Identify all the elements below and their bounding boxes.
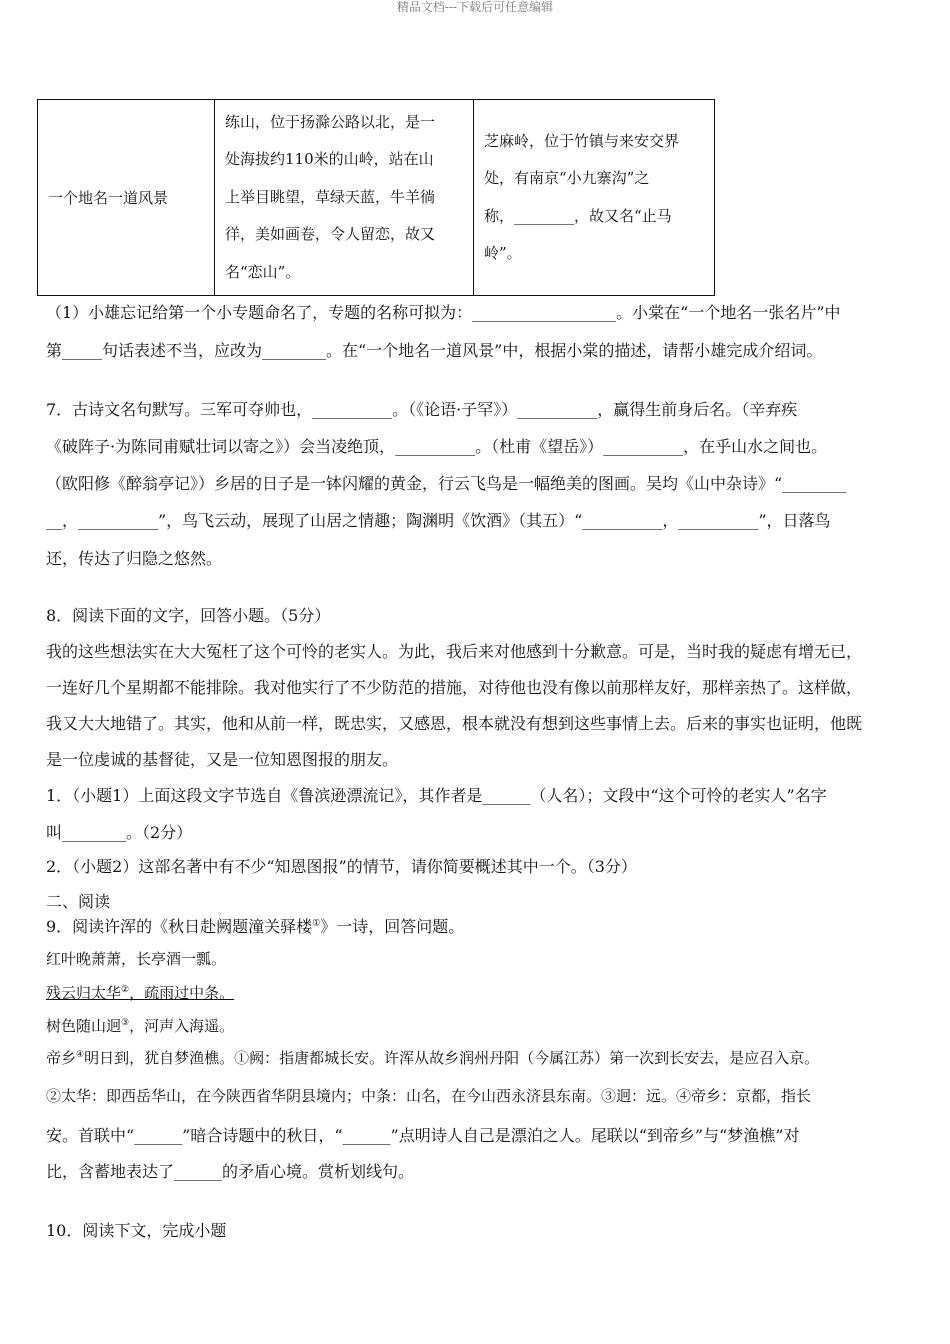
section-heading: 二、阅读 <box>46 892 111 911</box>
notes-line: ②太华：即西岳华山，在今陕西省华阴县境内；中条：山名，在今山西永济县东南。③迥：远。④帝乡：京都，指长 <box>46 1087 812 1105</box>
zhimaling-cell <box>474 100 715 296</box>
q9-intro: 9．阅读许浑的《秋日赴阙题潼关驿楼①》一诗，回答问题。 <box>46 917 465 936</box>
table-text-line: 练山，位于扬滁公路以北，是一 <box>225 112 436 131</box>
q6-line: （1）小雄忘记给第一个小专题命名了，专题的名称可拟为：__________________。小棠在“一个地名一张名片”中 <box>46 303 841 322</box>
q7-line: __，__________”，鸟飞云动，展现了山居之情趣；陶渊明《饮酒》（其五）“__________，__________”，日落鸟 <box>46 511 831 530</box>
q8-sub2: 2．（小题2）这部名著中有不少“知恩图报”的情节，请你简要概述其中一个。（3分） <box>46 857 637 876</box>
q8-passage-line: 是一位虔诚的基督徒，又是一位知恩图报的朋友。 <box>46 750 399 769</box>
poem-line: 红叶晚萧萧，长亭酒一瓢。 <box>46 950 227 968</box>
place-name-table <box>37 99 715 296</box>
q8-sub1-line: 1．（小题1）上面这段文字节选自《鲁滨逊漂流记》，其作者是______（人名）；文段中“这个可怜的老实人”名字 <box>46 786 827 805</box>
poem-line: 树色随山迥③，河声入海遥。 <box>46 1017 235 1035</box>
table-text-line: 徉，美如画卷，令人留恋，故又 <box>225 225 436 244</box>
table-text-line: 上举目眺望，草绿天蓝，牛羊徜 <box>225 187 436 206</box>
poem-line-underlined: 残云归太华②，疏雨过中条。 <box>46 984 235 1002</box>
q6-line: 第_____句话表述不当，应改为________。在“一个地名一道风景”中，根据小棠的描述，请帮小雄完成介绍词。 <box>46 341 823 360</box>
q8-passage-line: 一连好几个星期都不能排除。我对他实行了不少防范的措施，对待他也没有像以前那样友好，那样亲热了。这样做， <box>46 678 863 697</box>
q7-line: 《破阵子·为陈同甫赋壮词以寄之》）会当凌绝顶，__________。（杜甫《望岳》）__________，在乎山水之间也。 <box>46 437 828 456</box>
table-text-line: 处，有南京“小九寨沟”之 <box>484 169 650 187</box>
table-text-line: 处海拔约110米的山岭，站在山 <box>225 150 434 169</box>
lianshan-cell <box>215 100 474 296</box>
page-header: 精品文档---下载后可任意编辑 <box>396 0 554 14</box>
table-text-line: 芝麻岭，位于竹镇与来安交界 <box>484 131 680 150</box>
table-label-cell: 一个地名一道风景 <box>38 100 215 296</box>
q9-question-line: 比，含蓄地表达了______的矛盾心境。赏析划线句。 <box>46 1162 415 1181</box>
q8-passage-line: 我的这些想法实在大大冤枉了这个可怜的老实人。为此，我后来对他感到十分歉意。可是，当时我的疑虑有增无已， <box>46 642 863 661</box>
q7-line: 7．古诗文名句默写。三军可夺帅也，__________。（《论语·子罕》）__________，赢得生前身后名。（辛弃疾 <box>46 400 798 419</box>
q7-line: （欧阳修《醉翁亭记》）乡居的日子是一钵闪耀的黄金，行云飞鸟是一幅绝美的图画。吴均《山中杂诗》“________ <box>46 474 847 493</box>
q8-sub1-line: 叫________。（2分） <box>46 823 193 842</box>
table-text-line: 岭”。 <box>484 244 522 262</box>
table-text-line: 称，________，故又名“止马 <box>484 206 672 225</box>
q7-line: 还，传达了归隐之悠然。 <box>46 549 223 568</box>
table-text-line: 名“恋山”。 <box>225 262 301 281</box>
q10-title: 10．阅读下文，完成小题 <box>46 1221 227 1240</box>
q8-title: 8．阅读下面的文字，回答小题。（5分） <box>46 606 331 625</box>
q8-passage-line: 我又大大地错了。其实，他和从前一样，既忠实，又感恩，根本就没有想到这些事情上去。后来的事实也证明，他既 <box>46 714 863 733</box>
poem-line: 帝乡④明日到，犹自梦渔樵。①阙：指唐都城长安。许浑从故乡润州丹阳（今属江苏）第一次到长安去，是应召入京。 <box>46 1049 820 1067</box>
q9-question-line: 安。首联中“______”暗合诗题中的秋日，“______”点明诗人自己是漂泊之人。尾联以“到帝乡”与“梦渔樵”对 <box>46 1126 800 1145</box>
